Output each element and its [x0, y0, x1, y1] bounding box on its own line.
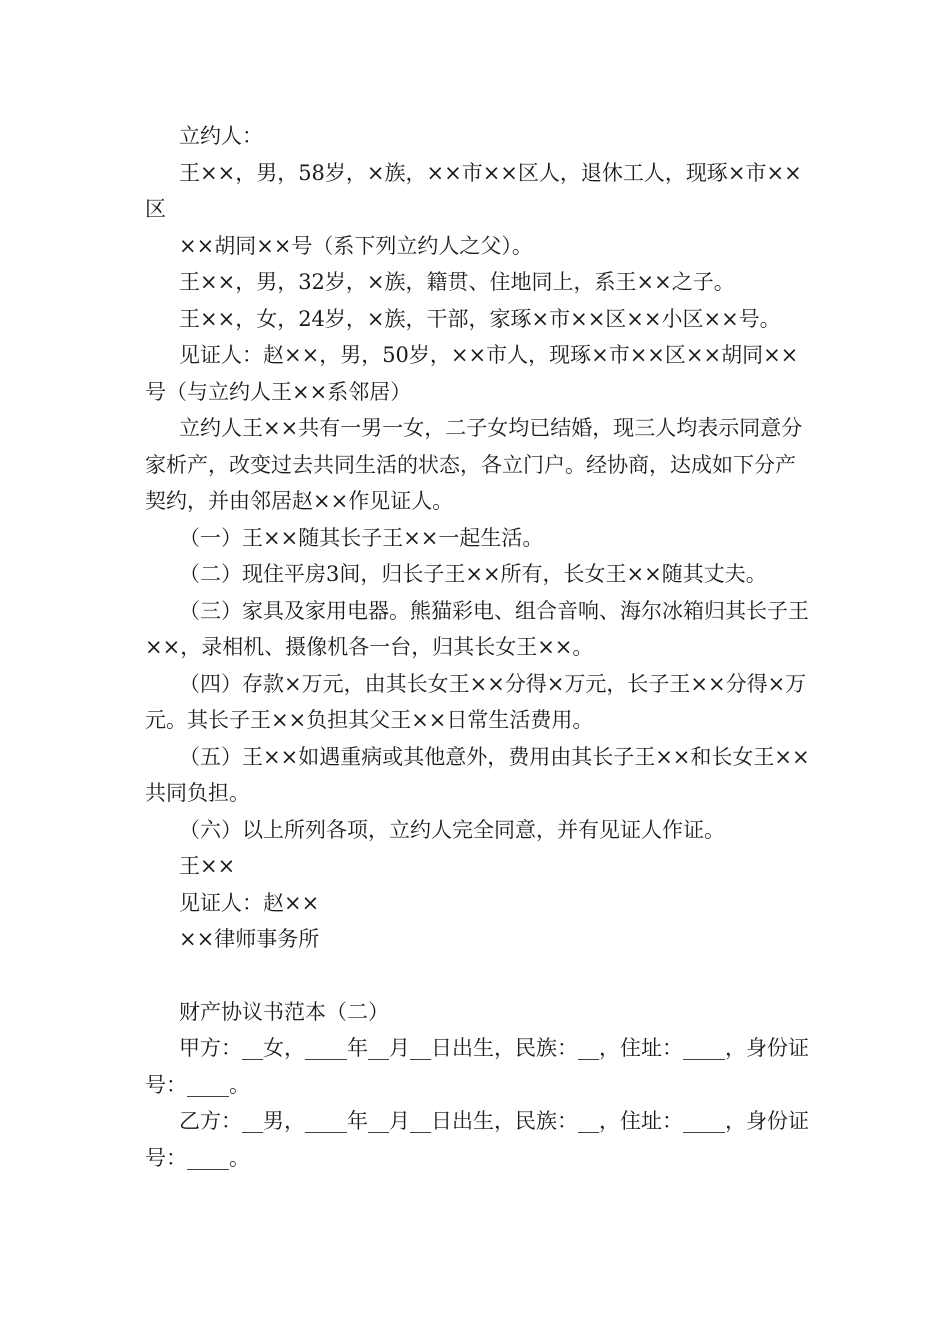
clause-1: （一）王××随其长子王××一起生活。 — [179, 525, 544, 550]
party-father-address-paragraph: ××胡同××号（系下列立约人之父）。 — [179, 233, 533, 258]
party-daughter-paragraph: 王××，女，24岁，×族，干部，家琢×市××区××小区××号。 — [179, 306, 781, 331]
section2-title: 财产协议书范本（二） — [179, 999, 389, 1024]
clause-2: （二）现住平房3间，归长子王××所有，长女王××随其丈夫。 — [179, 562, 767, 586]
section2-party-a: 甲方：__女，____年__月__日出生，民族：__，住址：____，身份证号：____。 — [145, 1036, 809, 1097]
section-spacer — [145, 958, 810, 994]
document-body — [145, 118, 810, 1176]
signature-law-firm: ××律师事务所 — [179, 927, 320, 951]
witness-paragraph: 见证人：赵××，男，50岁，××市人，现琢×市××区××胡同××号（与立约人王××系邻居） — [145, 343, 799, 404]
party-son-paragraph: 王××，男，32岁，×族，籍贯、住地同上，系王××之子。 — [179, 270, 735, 294]
clause-3: （三）家具及家用电器。熊猫彩电、组合音响、海尔冰箱归其长子王××，录相机、摄像机各一台，归其长女王××。 — [145, 598, 809, 659]
party-father-paragraph: 王××，男，58岁，×族，××市××区人，退休工人，现琢×市××区 — [145, 160, 802, 221]
signature-party: 王×× — [179, 854, 236, 878]
clause-6: （六）以上所列各项，立约人完全同意，并有见证人作证。 — [179, 817, 725, 842]
agreement-intro-paragraph: 立约人王××共有一男一女，二子女均已结婚，现三人均表示同意分家析产，改变过去共同生活的状态，各立门户。经协商，达成如下分产契约，并由邻居赵××作见证人。 — [145, 416, 803, 513]
signature-witness: 见证人：赵×× — [179, 890, 320, 915]
contract-parties-heading: 立约人： — [179, 124, 263, 148]
section2-party-b: 乙方：__男，____年__月__日出生，民族：__，住址：____，身份证号：____。 — [145, 1109, 809, 1170]
clause-5: （五）王××如遇重病或其他意外，费用由其长子王××和长女王××共同负担。 — [145, 744, 810, 805]
clause-4: （四）存款×万元，由其长女王××分得×万元，长子王××分得×万元。其长子王××负担其父王××日常生活费用。 — [145, 671, 807, 732]
